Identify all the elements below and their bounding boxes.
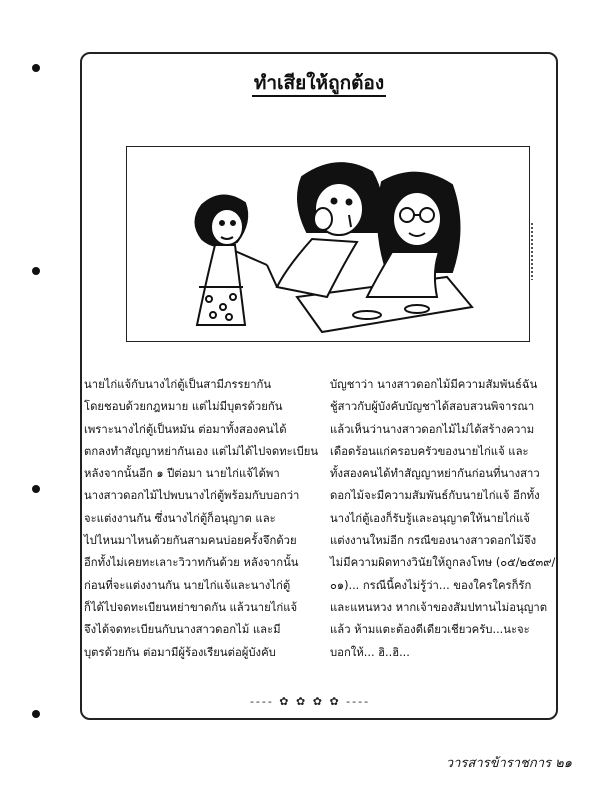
text-line: บัญชาว่า นางสาวดอกไม้มีความสัมพันธ์ฉัน: [330, 378, 538, 391]
binder-hole-2: [32, 267, 40, 275]
text-line: บอกให้... ฮิ..ฮิ...: [330, 645, 410, 659]
text-line: บุตรด้วยกัน ต่อมามีผู้ร้องเรียนต่อผู้บังคับ: [84, 645, 276, 659]
text-line: นางไก่ตู้เองก็รับรู้และอนุญาตให้นายไก่แจ้: [330, 511, 530, 525]
text-line: ก็ได้ไปจดทะเบียนหย่าขาดกัน แล้วนายไก่แจ้: [84, 600, 298, 614]
text-line: โดยชอบด้วยกฎหมาย แต่ไม่มีบุตรด้วยกัน: [84, 400, 283, 414]
text-line: ๐๑)... กรณีนี้คงไม่รู้ว่า... ของใครใครก็รัก: [330, 578, 532, 592]
page-footer: วารสารข้าราชการ ๒๑: [445, 756, 572, 771]
cartoon-illustration: [126, 146, 530, 342]
cartoon-three-women-icon: [127, 147, 530, 342]
text-line: นางสาวดอกไม้ไปพบนางไก่ตู้พร้อมกับบอกว่า: [84, 489, 300, 503]
text-line: แล้ว ห้ามแตะต้องดีเดียวเชียวครับ...นะจะ: [330, 623, 530, 637]
text-line: ไปไหนมาไหนด้วยกันสามคนบ่อยครั้งจึกด้วย: [84, 534, 297, 548]
text-line: เพราะนางไก่ตู้เป็นหมัน ต่อมาทั้งสองคนได้: [84, 422, 287, 436]
text-line: และแหนหวง หากเจ้าของสัมปทานไม่อนุญาต: [330, 600, 548, 614]
text-line: ทั้งสองคนได้ทำสัญญาหย่ากันก่อนที่นางสาว: [330, 467, 540, 481]
article-title: ทำเสียให้ถูกต้อง: [80, 68, 558, 98]
text-line: จึงได้จดทะเบียนกับนางสาวดอกไม้ และมี: [84, 623, 281, 637]
text-line: ชู้สาวกับผู้บังคับบัญชาได้สอบสวนพิจารณา: [330, 400, 535, 414]
section-ornament: ---- ✿ ✿ ✿ ✿ ----: [249, 695, 371, 708]
text-line: นายไก่แจ้กับนางไก่ตู้เป็นสามีภรรยากัน: [84, 378, 272, 391]
text-line: แต่งงานใหม่อีก กรณีของนางสาวดอกไม้จึง: [330, 534, 537, 548]
text-line: จะแต่งงานกัน ซึ่งนางไก่ตู้ก็อนุญาต และ: [84, 511, 276, 525]
text-line: ตกลงทำสัญญาหย่ากันเอง แต่ไม่ได้ไปจดทะเบียน: [84, 444, 319, 458]
text-line: เดือดร้อนแก่ครอบครัวของนายไก่แจ้ และ: [330, 444, 529, 458]
text-line: ไม่มีความผิดทางวินัยให้ถูกลงโทษ (๐๕/๒๕๓๙/: [330, 556, 556, 570]
text-line: แล้วเห็นว่านางสาวดอกไม้ไม่ได้สร้างความ: [330, 422, 535, 436]
article-column-left: [84, 374, 319, 664]
article-column-right: [330, 374, 556, 664]
binder-hole-4: [32, 710, 40, 718]
text-line: ดอกไม้จะมีความสัมพันธ์กับนายไก่แจ้ อีกทั้ง: [330, 489, 540, 503]
binder-hole-3: [32, 485, 40, 493]
text-line: หลังจากนั้นอีก ๑ ปีต่อมา นายไก่แจ้ได้พา: [84, 467, 280, 481]
text-line: ก่อนที่จะแต่งงานกัน นายไก่แจ้และนางไก่ตู้: [84, 578, 291, 592]
text-line: อีกทั้งไม่เคยทะเลาะวิวาทกันด้วย หลังจากนั้น: [84, 556, 299, 570]
binder-hole-1: [32, 64, 40, 72]
